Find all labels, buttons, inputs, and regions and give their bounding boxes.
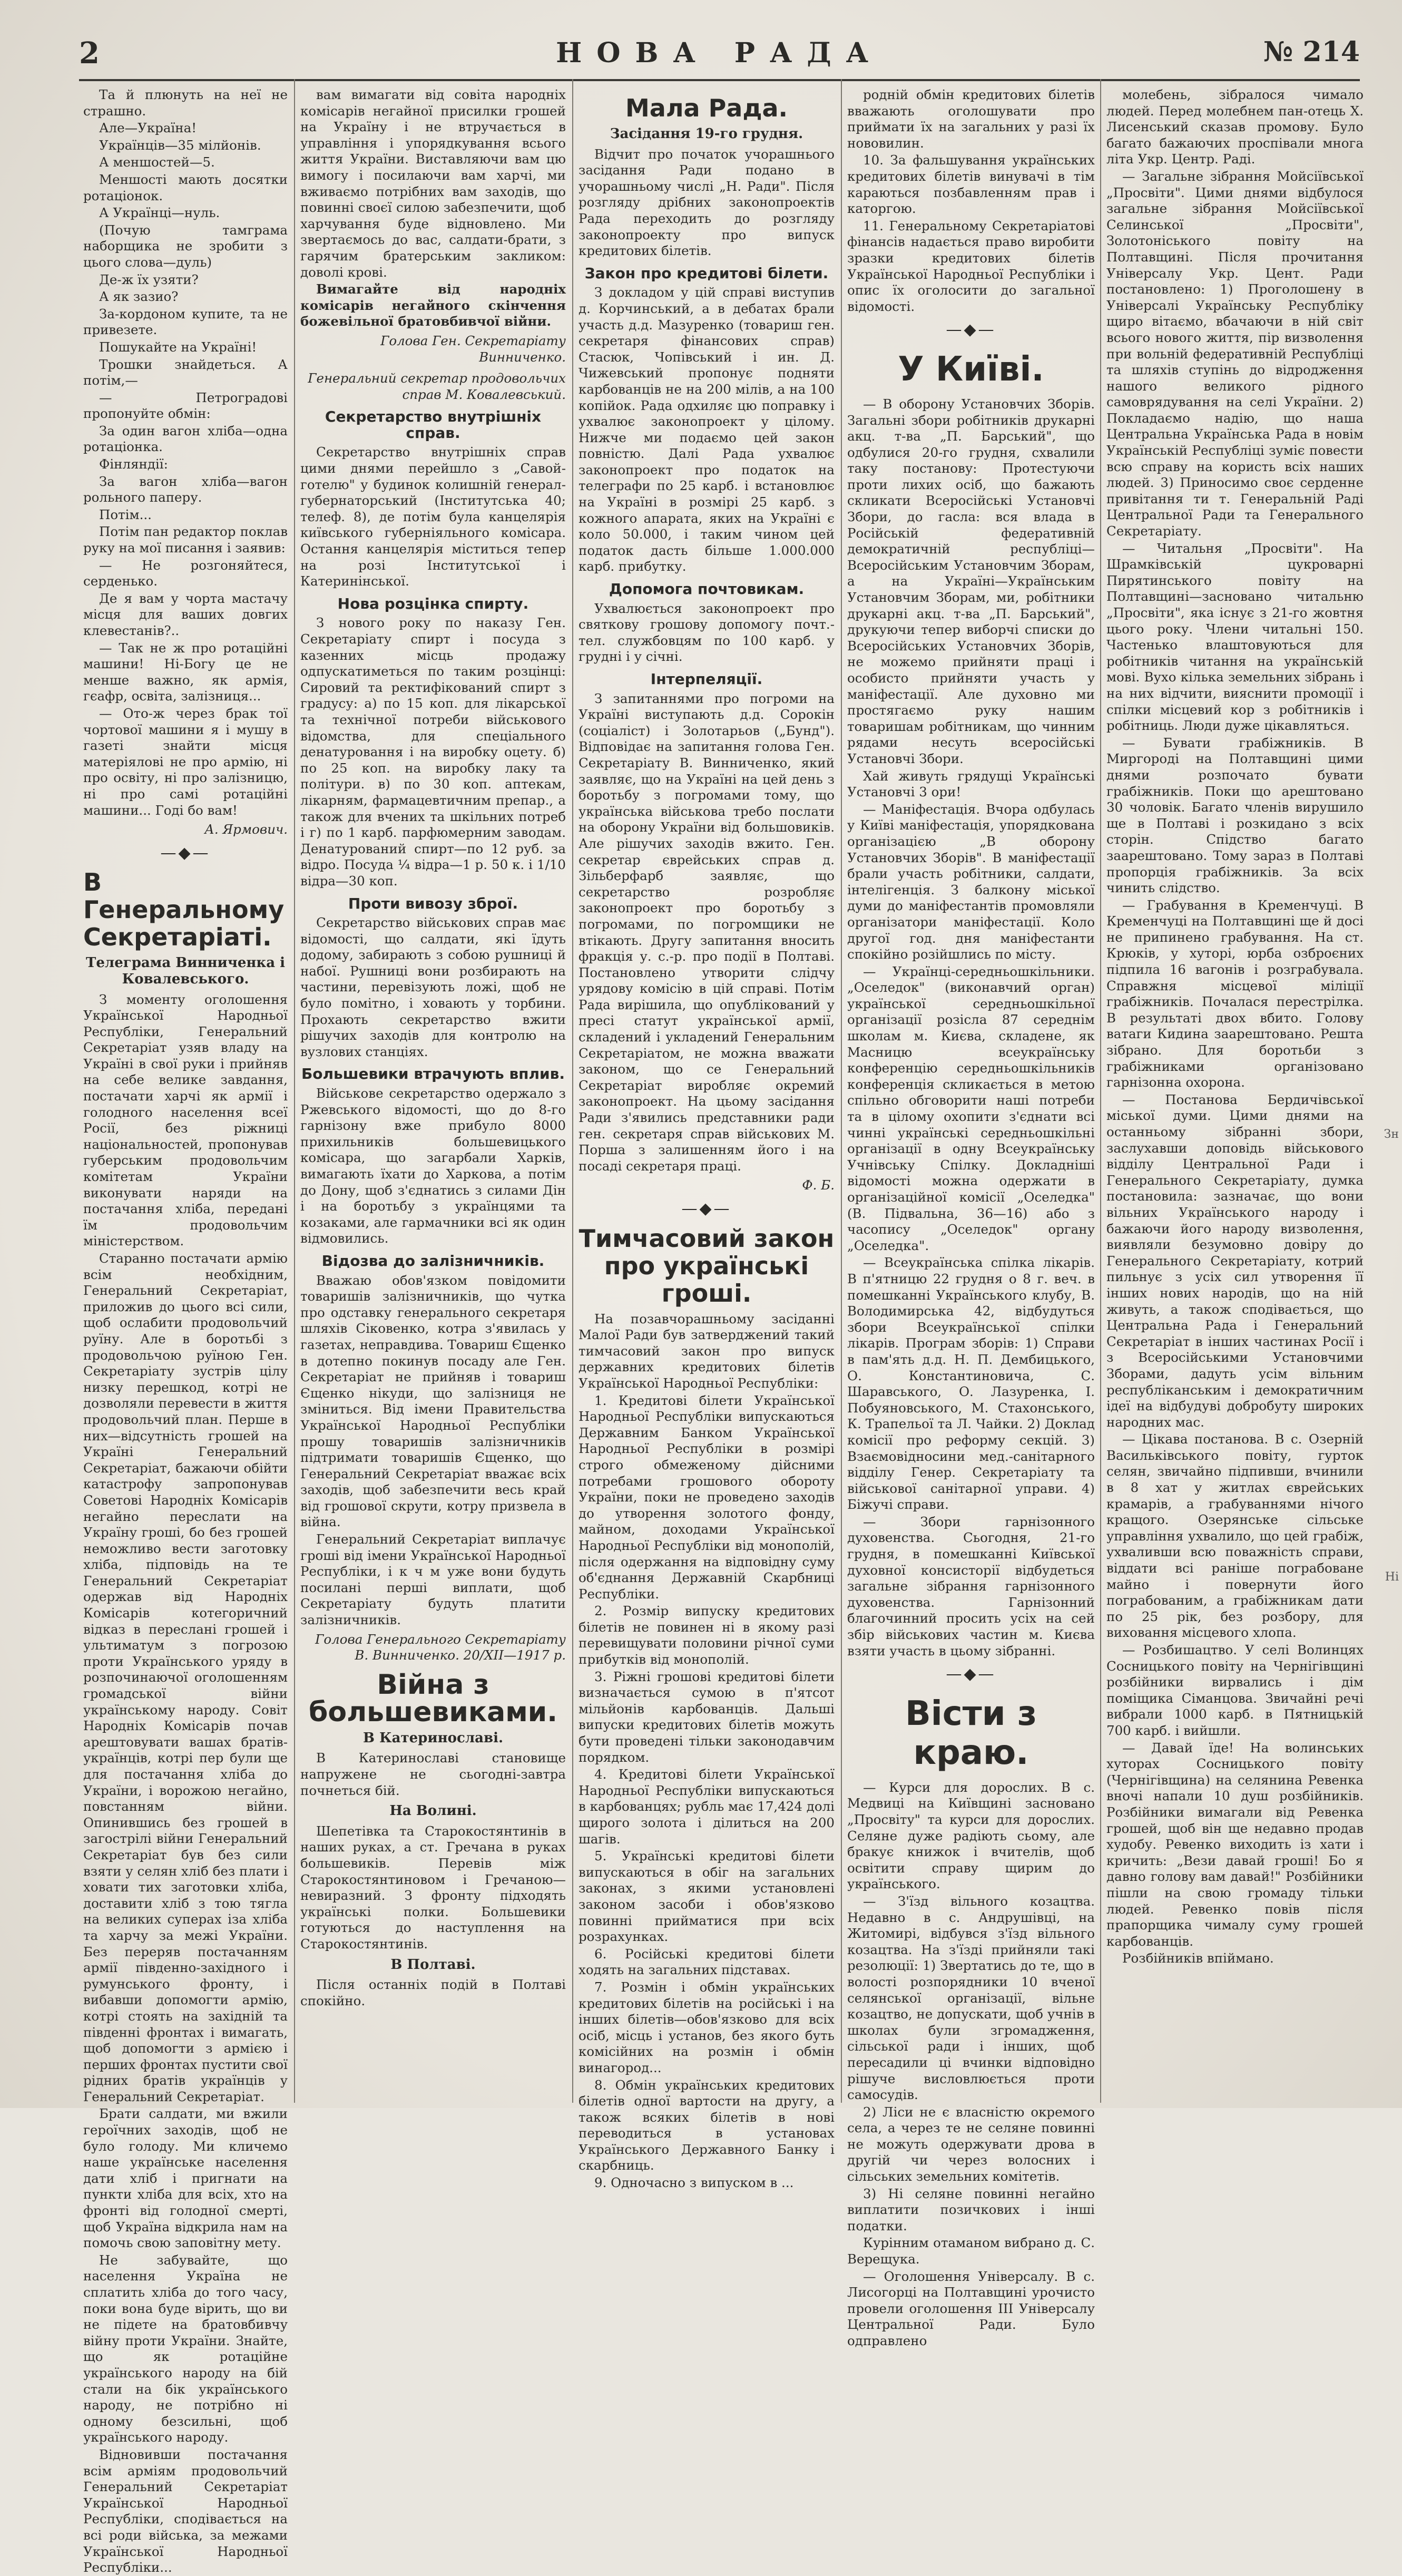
paragraph: — Постанова Бердичівської міської думи. Цими днями на останньому зібранні збори, заслухавши доповідь військового відділу Центральної Ради і Генерального Секретаріату, думка постановила: зазначає, що вони вільних Українського народу і бажаючи його народу визволення, виявляли безумовно довіру до Генерального Секретаріату, котрий пильнує з усіх сил утворення її інших нових народів, що на ній живуть, а також сподівається, що Центральна Рада і Генеральний Секретаріат в інших частинах Росії і з Всеросійськими Установчими Зборами, дадуть усім вільним республіканським і демократичним ідеї на відбудуві добробуту широких народних мас. (1106, 1091, 1364, 1430)
article-title: В Генеральному Секретаріаті. (83, 868, 285, 952)
feuilleton-line: (Почую тамграма наборщика не зробити з цього слова—дуль) (83, 222, 288, 270)
column-divider (572, 79, 573, 2103)
paragraph: — Грабування в Кременчуці. В Кременчуці на Полтавщині ще й досі не припинено грабування. На ст. Крюків, у хуторі, юрба озброєних підпила 16 вагонів і розграбувала. Справжня місцевої міліції грабіжників. Почалася перестрілка. В результаті двох вбито. Голову ватаги Кидина заарештовано. Решта зібрано. Для боротьби з грабіжниками організовано гарнізонна охорона. (1106, 897, 1364, 1090)
section-title: Допомога почтовикам. (609, 580, 805, 598)
column-divider (294, 79, 295, 2103)
paragraph: — З'їзд вільного козацтва. Недавно в с. Андрушівці, на Житомирі, відбувся з'їзд вільного козацтва. На з'їзді прийняли такі резолюції: 1) Звертатись до те, що в волості розпорядники 10 вченої селянської організації, вільне козацтво, не допускати, щоб учнів в школах були згромадження, сільської ради і інших, щоб пересадили ці вчинки відповідно рішуче висловлюється проти самосудів. (847, 1893, 1095, 2103)
law-article: 4. Кредитові білети Української Народньої Республіки випускаються в карбованцях; рубль має 17,424 долі щирого золота і ділиться на 200 шагів. (579, 1767, 835, 1847)
feuilleton-line: За-кордоном купите, та не привезете. (83, 306, 288, 338)
issue-number: № 214 (1263, 36, 1360, 68)
feuilleton-line: Потім... (99, 506, 152, 522)
ornament-divider: —◆— (946, 1665, 996, 1684)
subhead: В Полтаві. (390, 1956, 476, 1973)
subhead: На Волині. (389, 1803, 477, 1819)
page-number: 2 (79, 36, 100, 71)
law-article: 9. Одночасно з випуском в ... (594, 2175, 794, 2191)
paragraph: В Катеринославі становище напружене не сьогодні-завтра почнеться бій. (300, 1750, 566, 1798)
feuilleton-line: А меншостей—5. (99, 154, 215, 170)
paragraph: — Розбишацтво. У селі Волинцях Сосницького повіту на Чернігівщині розбійники вирвались і дім поміщика Сіманцова. Звичайні речі вибрали 1000 карб. в Пятницькій 700 карб. і вийшли. (1106, 1642, 1364, 1738)
feuilleton-line: Де я вам у чорта мастачу місця для ваших довгих клевестанів?.. (83, 590, 288, 638)
paragraph: Хай живуть грядущі Українські Установчі 3 ори! (847, 768, 1095, 800)
paragraph: На позавчорашньому засіданні Малої Ради був затверджений такий тимчасовий закон про випуск державних кредитових білетів Української Народньої Республіки: (579, 1311, 835, 1391)
feuilleton-line: Пошукайте на Україні! (99, 339, 257, 355)
paragraph: Відновивши постачання всім арміям продовольчий Генеральний Секретаріат Української Народньої Республіки, сподівається на всі роди війська, за межами Української Народньої Республіки... (83, 2446, 288, 2575)
paragraph: З запитаннями про погроми на Україні виступають д.д. Сорокін (соціаліст) і Золотарьов („Бунд"). Відповідає на запитання голова Ген. Секретаріату В. Винниченко, який заявляє, що на Україні на цей день з боротьбу з погромами тому, що українська військова требо послати на оборону України від большовиків. Але рішучих заходів вжито. Ген. секретар єврейських справ д. Зільберфарб заявляє, що секретарство розробляє законопроект про боротьбу з погромами, по погромщики не втікають. Другу запитання вносить фракція у. с.-р. про події в Полтаві. Постановлено утворити слідчу урядову комісію в цій справі. Потім Рада вирішила, що опублікований у пресі статут української армії, складений і укладений Генеральним Секретаріатом, не можна вважати законом, що се Генеральний Секретаріат виробляє окремий законопроект. На цьому засідання Ради з'явились представники ради ген. секретаря справ військових М. Порша з залишенням його і на посаді секретаря праці. (579, 690, 835, 1174)
paragraph: З докладом у цій справі виступив д. Корчинський, а в дебатах брали участь д.д. Мазуренко (товариш ген. секретаря фінансових справ) Стасюк, Чопівський і ин. Д. Чижевський пропонує подняти карбованців не на 200 мілів, а на 100 копійок. Рада одхиляє цю поправку і ухвалює законопроект у цілому. Нижче ми подаємо цей закон повністю. Далі Рада ухвалює законопроект про податок на телеграфи по 25 карб. і встановлює на Україні в розмірі 25 карб. з кожного апарата, яких на Україні є коло 50.000, і таким чином цей податок дасть більше 1.000.000 карб. прибутку. (579, 285, 835, 574)
margin-note: Зн (1384, 1128, 1399, 1141)
masthead (79, 32, 1360, 74)
masthead-rule (79, 79, 1360, 81)
feuilleton-lines (83, 87, 288, 818)
paragraph: Вимагайте від народніх комісарів негайного скінчення божевільної братовбивчої війни. (300, 281, 566, 329)
feuilleton-line: А Українці—нуль. (99, 205, 220, 221)
feuilleton-line: — Ото-ж через брак тої чортової машини я і мушу в газеті знайти місця матеріялові не про армію, ні про освіту, ні про залізницю, ні про самі ротаційні машини... Годі бо вам! (83, 705, 288, 818)
signature: Генеральний секретар продовольчих справ М. Ковалевський. (308, 370, 566, 402)
subhead: В Катеринославі. (362, 1730, 504, 1746)
paragraph: 10. За фальшування українських кредитових білетів винувачі в тім караються позбавленням прав і каторгою. (847, 152, 1095, 217)
law-article: 5. Українські кредитові білети випускаються в обіг на загальних законах, з якими установлені законом засоби і обов'язково повинні прийматися при всіх розрахунках. (579, 1848, 835, 1945)
feuilleton-line: За один вагон хліба—одна ротаціонка. (83, 423, 288, 455)
feuilleton-line: — Не розгоняйтеся, серденько. (83, 557, 288, 589)
paragraph: Не забувайте, що населення Україна не сплатить хліба до того часу, поки вона буде вірить, що ви не підете на братовбивчу війну проти України. Знайте, що як ротаційне українського народу на бій стали на бік українського народу, не потрібно ні одному безсильні, щоб українського народу. (83, 2252, 288, 2445)
feuilleton-line: — Так не ж про ротаційні машини! Ні-Богу це не менше важно, як армія, гєафр, освіта, залізниця... (83, 640, 288, 704)
column-divider (1100, 79, 1101, 2103)
article-body (83, 992, 288, 2576)
article-title: Тимчасовий закон про українські гроші. (579, 1224, 835, 1307)
paragraph: родній обмін кредитових білетів вважають оголошувати про приймати їх на загальних у разі їх нововилин. (847, 87, 1095, 151)
paragraph: Розбійників впіймано. (1122, 1950, 1274, 1966)
law-article: 8. Обмін українських кредитових білетів одної вартости на другу, а також всяких білетів в нові переводиться в установах Українського Державного Банку і скарбниць. (579, 2077, 835, 2173)
article-subtitle: Телеграма Винниченка і Ковалевського. (86, 955, 285, 987)
paragraph: 11. Генеральному Секретаріатові фінансів надається право виробити зразки кредитових білетів Української Народньої Республіки і опис їх оголосити до загальної відомості. (847, 218, 1095, 314)
paragraph: Старанно постачати армію всім необхідним, Генеральний Секретаріат, приложив до цього всі сили, щоб ослабити продовольчий руїну. Але в боротьбі з продовольчою руїною Ген. Секретаріату зустрів цілу низку перешкод, котрі не дозволяли перевести в життя продовольчий план. Перше в них—відсутність грошей на Україні Генеральний Секретаріат, бажаючи обійти катастрофу запропонував Советові Народніх Комісарів негайно переслати на Україну гроші, бо без грошей неможливо вести заготовку хліба, підповідь на те Генеральний Секретаріат одержав від Народніх Комісарів котегоричний відказ в переслані грошей і ультиматум з погрозою проти Українського уряду в розпочинаючої оголошенням громадської війни українському народу. Совіт Народніх Комісарів почав арештовувати вашах братів-українців, котрі пер були ще для постачання хліба до України, і ворожою негайно, повстанням війни. Опинившись без грошей в загострілі війни Генеральний Секретаріат був без сили взяти у селян хліб без плати і ховати тих заготовки хліба, доставити хліб з тою тягла на великих суперах іза хліба та харчу за межі України. Без переряв постачанням армії південно-західного і румунського фронту, і вибавши допомогти армію, котрі стоять на західній та південні фронтах і вимагать, щоб допомогти з армією і перших фронтах пустити свої рідних братів українців у Генеральний Секретаріат. (83, 1251, 288, 2104)
paragraph: Брати салдати, ми вжили героїчних заходів, щоб не було голоду. Ми кличемо наше українське населення дати хліб і пригнати на пункти хліба для всіх, хто на фронті від голодної смерті, щоб Україна відкрила нам на помочь свою заповітну мету. (83, 2106, 288, 2251)
paragraph: Генеральний Секретаріат виплачує гроші від імени Української Народньої Республіки, і к ч м уже вони будуть посилані перші виплати, щоб Секретаріату будуть платити залізничників. (300, 1531, 566, 1628)
feuilleton-line: За вагон хліба—вагон рольного паперу. (83, 473, 288, 505)
section-title: Нова розцінка спирту. (337, 594, 529, 612)
section-title: Большевики втрачують вплив. (301, 1065, 565, 1083)
signature: Голова Ген. Секретаріату Винниченко. (380, 333, 566, 365)
law-article: 2. Розмір випуску кредитових білетів не повинен ні в якому разі перевищувати половини річної суми прибутків від монополій. (579, 1603, 835, 1667)
feuilleton-line: Фінляндії: (99, 456, 168, 472)
column-2 (300, 87, 566, 2090)
section-title: Інтерпеляції. (650, 670, 763, 688)
law-article: 6. Російські кредитові білети ходять на загальних підставах. (579, 1946, 835, 1978)
paragraph: Курінним отаманом вибрано д. С. Верещука. (847, 2235, 1095, 2267)
law-articles (579, 1393, 835, 2191)
signature: Голова Генерального Секретаріату В. Винниченко. 20/XII—1917 р. (315, 1631, 566, 1663)
article-title: Мала Рада. (625, 94, 788, 122)
feuilleton-line: Українців—35 мілйонів. (99, 137, 261, 153)
column-3 (579, 87, 835, 2191)
paragraph: — В оборону Установчих Зборів. Загальні збори робітників друкарні акц. т-ва „П. Барський", що одбулися 20-го грудня, схвалили таку постанову: Протестуючи проти лихих осіб, що бажають скликати Всеросійські Установчі Збори, до гасла: вся влада в Російській федеративній демократичній республіці—Всеросійським Установчим Зборам, а на Україні—Українським Установчим Зборам, ми, робітники друкарні акц. т-ва „П. Барський", друкуючи тепер виборчі списки до Всеросійських Установчих Зборів, не можемо прийняти праці і особисто прийняти участь у маніфестації. Але духовно ми простягаємо руку нашим товаришам робітникам, що чинним рядами несуть всеросійські Установчі Збори. (847, 396, 1095, 766)
section-banner: Вісти з краю. (905, 1694, 1037, 1772)
paragraph: — Читальня „Просвіти". На Шрамківській цукроварні Пирятинського повіту на Полтавщині—засновано читальню „Просвіти", яка існує з 21-го жовтня цього року. Члени читальні 150. Частенько влаштовуються для робітників читання на українській мові. Вухо кілька земельних зібрань і на них відчити, вияснити промоції і спілки місцевий кор з робітників і робітниць. Люди дуже цікавляться. (1106, 540, 1364, 734)
paragraph: — Цікава постанова. В с. Озерній Васильківського повіту, гурток селян, звичайно підпивши, вчинили в 8 хат у житлах єврейських крамарів, а грабуваннями нічого кращого. Озерянське сільське управління ухвалило, що цей грабіж, ухваливши всю поважність справи, віддати всі раніше пограбоване майно і повернути його пограбованим, а грабіжникам дати по 25 рік, без розбору, для виховання місцевого хлопа. (1106, 1431, 1364, 1641)
column-4 (847, 87, 1095, 2348)
law-article: 7. Розмін і обмін українських кредитових білетів на російські і на інших білетів—обов'язково для всіх осіб, місць і установ, без якого буть комісійних на розмін і обмін винагород... (579, 1979, 835, 2075)
ornament-divider: —◆— (681, 1199, 732, 1218)
paragraph: Відчит про початок учорашнього засідання Ради подано в учорашньому числі „Н. Ради". Після розгляду дрібних законопроектів Рада переходить до розгляду законопроекту про випуск кредитових білетів. (579, 146, 835, 259)
article-title: Війна з большевиками. (309, 1668, 557, 1728)
subhead: Засідання 19-го грудня. (610, 126, 803, 142)
law-article: 3. Ріжні грошові кредитові білети визначається сумою в п'ятсот мільйонів карбованців. Дальші випуски кредитових білетів можуть бути проведені тільки законодавчим порядком. (579, 1668, 835, 1765)
section-title: Відозва до залізничників. (321, 1252, 545, 1270)
margin-note: Ні (1385, 1570, 1399, 1584)
paragraph: Після останніх подій в Полтаві спокійно. (300, 1977, 566, 2008)
feuilleton-line: Та й плюнуть на неї не страшно. (83, 87, 288, 119)
paragraph: Ухвалюється законопроект про святкову грошову допомогу почт.-тел. службовцям по 100 карб. у грудні і у січні. (579, 600, 835, 665)
ornament-divider: —◆— (160, 843, 211, 862)
section-title: Секретарство внутрішніх справ. (325, 408, 542, 442)
newspaper-title: НОВА РАДА (556, 37, 883, 69)
paragraph: — Бувати грабіжників. В Миргороді на Полтавщині цими днями розпочато бувати грабіжників. Поки що арештовано 30 чоловік. Багато членів вирушило ще в Полтаві і розкидано з всіх сторін. Спідство багато заарештовано. Тому зараз в Полтаві пропорція грабіжників. За всіх чинить слідство. (1106, 735, 1364, 896)
paragraph: 3) Ні селяне повинні негайно виплатити позичкових і інші податки. (847, 2185, 1095, 2233)
feuilleton-line: Але—Україна! (99, 120, 197, 136)
paragraph: вам вимагати від совіта народніх комісарів негайної присилки грошей на Україну і не втручається в управління і упорядкування всього життя України. Виставляючи вам цю вимогу і посилаючи вам харчі, ми вживаємо потрібних вам заходів, що повинні своєї силою забезпечити, щоб харчування буде відновлено. Ми звертаємось до вас, салдати-брати, з гарячим братерським закликом: доволі крові. (300, 87, 566, 280)
section-banner: У Київі. (898, 349, 1044, 389)
signature: А. Ярмович. (204, 822, 288, 837)
paragraph: З нового року по наказу Ген. Секретаріату спирт і посуда з казенних місць продажу одпускатиметься по таким розцінці: Сировий та ректифікований спирт з градусу: а) по 15 коп. для лікарської та технічної потреби військового відомства, для спеціального денатуровання і на виробку оцету. б) по 25 коп. на виробку лаку та політури. в) по 30 коп. аптекам, лікарням, фармацевтичним препар., а також для вчених та шкільних потреб і г) по 1 карб. парфюмерним заводам. Денатурований спирт—по 12 руб. за відро. Посуда ¼ відра—1 р. 50 к. і 1/10 відра—30 коп. (300, 615, 566, 889)
paragraph: Секретарство внутрішніх справ цими днями перейшло з „Савой-готелю" у будинок колишній генерал-губернаторський (Інститутська 40; телеф. 8), де потім була канцелярія київського губерніяльного комісара. Остання канцелярія міститься тепер на розі Інститутської і Катеринінської. (300, 444, 566, 589)
paragraph: — Українці-середньошкільники. „Оселедок" (виконавчий орган) української середньошкільної організації розісла 87 середнім школам м. Києва, складене, як Масницю всеукраїнську конференцію середньошкільників конференція скликається в метою спільно обговорити наші потреби та в цілому охопити з'єднати всі чинні українські середньошкільні організації в одну Всеукраїнську Учнівську Спілку. Докладніші відомості можна одержати в організаційної комісії „Оселедка" (В. Підвальна, 36—16) або з часопису „Оселедок" органу „Оселедка". (847, 963, 1095, 1253)
column-5 (1106, 87, 1364, 2090)
section-title: Закон про кредитові білети. (584, 264, 829, 282)
ornament-divider: —◆— (946, 320, 996, 339)
paragraph: — Загальне зібрання Мойсіївської „Просвіти". Цими днями відбулося загальне зібрання Мойсіївської Селинської „Просвіти", Золотоніського повіту на Полтавщині. Після прочитання Універсалу Укр. Цент. Ради постановлено: 1) Проголошену в Універсалі Українську Республіку щиро вітаємо, вбачаючи в ній світ всього нового життя, пір визволення при вольній федеративній Республіці та шляхів ступінь до відродження нашого великого рідного самоврядування на селі України. 2) Покладаємо надію, що наша Центральна Українська Рада в новім Українській Республіці зуміє повести всю справу на користь всіх наших людей. 3) Приносимо своє серденне привітання ти т. Генеральній Раді Центральної Ради та Генерального Секретаріату. (1106, 168, 1364, 539)
paragraph: — Курси для дорослих. В с. Медвиці на Київщині засновано „Просвіту" та курси для дорослих. Селяне дуже радіють сьому, але бракує книжок і вчителів, щоб освітити справу щирим до українського. (847, 1779, 1095, 1892)
paragraph: З моменту оголошення Української Народньої Республіки, Генеральний Секретаріат узяв владу на Україні в свої руки і прийняв на себе велике завдання, постачати харчі як армії і голодного населення всеї Росії, без ріжниці національностей, пропонував губерським продовольчим комітетам України виконувати наряди на постачання хліба, передані їм продовольчим міністерством. (83, 991, 288, 1249)
section-title: Проти вивозу зброї. (348, 894, 518, 912)
paragraph: молебень, зібралося чимало людей. Перед молебнем пан-отець Х. Лисенський сказав промову. Було багато бажаючих проспівали многа літа Укр. Центр. Раді. (1106, 87, 1364, 167)
feuilleton-line: Трошки знайдеться. А потім,— (83, 356, 288, 388)
paragraph: 2) Ліси не є власністю окремого села, а через те не селяне повинні не можуть одержувати дрова в другій чи через волосних і сільських земельних комітетів. (847, 2104, 1095, 2184)
paragraph: — Збори гарнізонного духовенства. Сьогодня, 21-го грудня, в помешканні Київської духовної консисторії відбудеться загальне зібрання гарнізонного духовенства. Гарнізонний благочинний просить усіх на сей збір військових частин м. Києва взяти участь в цьому зібранні. (847, 1514, 1095, 1658)
column-divider (841, 79, 842, 2103)
feuilleton-line: Потім пан редактор поклав руку на мої писання і заявив: (83, 524, 288, 556)
paragraph: Військове секретарство одержало з Ржевського відомості, що до 8-го гарнізону вже прибуло 8000 прихильників большевицького комісара, що загарбали Харків, вимагають їхати до Харкова, а потім до Дону, щоб з'єднатись з силами Дін і на боротьбу з українцями та козаками, але гармачники всі як один відмовились. (300, 1086, 566, 1246)
paragraph: Вважаю обов'язком повідомити товаришів залізничників, що чутка про одставку генерального секретаря шляхів Сіковенко, котра з'явилась у газетах, неправдива. Товариш Єщенко в дотепно покинув посаду але Ген. Секретаріат не прийняв і товариш Єщенко нікуди, що залізниця не зміниться. Від імени Правительства Української Народньої Республіки прошу товаришів залізничників підтримати товаришів Єщенко, що Генеральний Секретаріат вважає всіх заходів, щоб забезпечити весь край від грошової скрути, котру призвела в війна. (300, 1272, 566, 1530)
column-1 (83, 87, 288, 2575)
signature: Ф. Б. (802, 1177, 835, 1193)
paragraph: — Маніфестація. Вчора одбулась у Київі маніфестація, упорядкована організацією „В оборону Установчих Зборів". В маніфестації брали участь робітники, салдати, інтелігенція. З балкону міської думи до маніфестантів промовляли організатори маніфестації. Коло другої год. дня маніфестанти спокійно розійшлись по місту. (847, 801, 1095, 962)
paragraph: — Всеукраїнська спілка лікарів. В п'ятницю 22 грудня о 8 г. веч. в помешканні Українського клубу, В. Володимирська 42, відбудуться збори Всеукраїнської спілки лікарів. Програм зборів: 1) Справи в пам'ять д.д. Н. П. Дембицького, О. Константиновича, С. Шаравського, О. Лазуренка, І. Побуяновського, М. Стахонського, К. Трапельої та Л. Чайки. 2) Доклад комісії про реформу секцій. 3) Взаємовідносини мед.-санітарного відділу Генер. Секретаріату та військової санітарної управи. 4) Біжучі справи. (847, 1255, 1095, 1513)
feuilleton-line: А як зазио? (99, 289, 179, 305)
feuilleton-line: — Петроградові пропонуйте обмін: (83, 389, 288, 422)
law-article: 1. Кредитові білети Української Народньої Республіки випускаються Державним Банком Української Народньої Республіки в розмірі строго обмеженому дійсними потребами грошового обороту України, поки не проведено заходів до утворення золотого фонду, майном, доходами Української Народньої Республіки від монополій, після одержання на відповідну суму об'єднання Державній Скарбниці Республіки. (579, 1392, 835, 1602)
paragraph: Шепетівка та Старокостянтинів в наших руках, а ст. Гречана в руках большевиків. Перевів між Старокостянтиновом і Гречаною—невиразний. З фронту підходять українські полки. Большевики готуються до наступлення на Старокостянтинів. (300, 1823, 566, 1951)
feuilleton-line: Меншості мають досятки ротаціонок. (83, 171, 288, 203)
paragraph: Секретарство військових справ має відомості, що салдати, які їдуть додому, забирають з собою рушниці й набої. Рушниці вони розбирають на частини, перевізують ложі, щоб не було помітно, і ховають у торбини. Прохають секретарство вжити рішучих заходів для контролю на вузлових станціях. (300, 915, 566, 1059)
feuilleton-line: Де-ж їх узяти? (99, 271, 199, 287)
paragraph: — Оголошення Універсалу. В с. Лисогорці на Полтавщині урочисто провели оголошення III Універсалу Центральної Ради. Було одправлено (847, 2268, 1095, 2348)
paragraph: — Давай їде! На волинських хуторах Сосницького повіту (Чернігівщина) на селянина Ревенка вночі напали 10 душ розбійників. Розбійники вимагали від Ревенка грошей, щоб він ще недавно продав худобу. Ревенко виходить із хати і кричить: „Вези давай гроші! Бо я давно голову вам давай!" Розбійники пішли на свою громаду тільки людей. Ревенко повів після прапорщика чималу суму грошей карбованців. (1106, 1740, 1364, 1949)
